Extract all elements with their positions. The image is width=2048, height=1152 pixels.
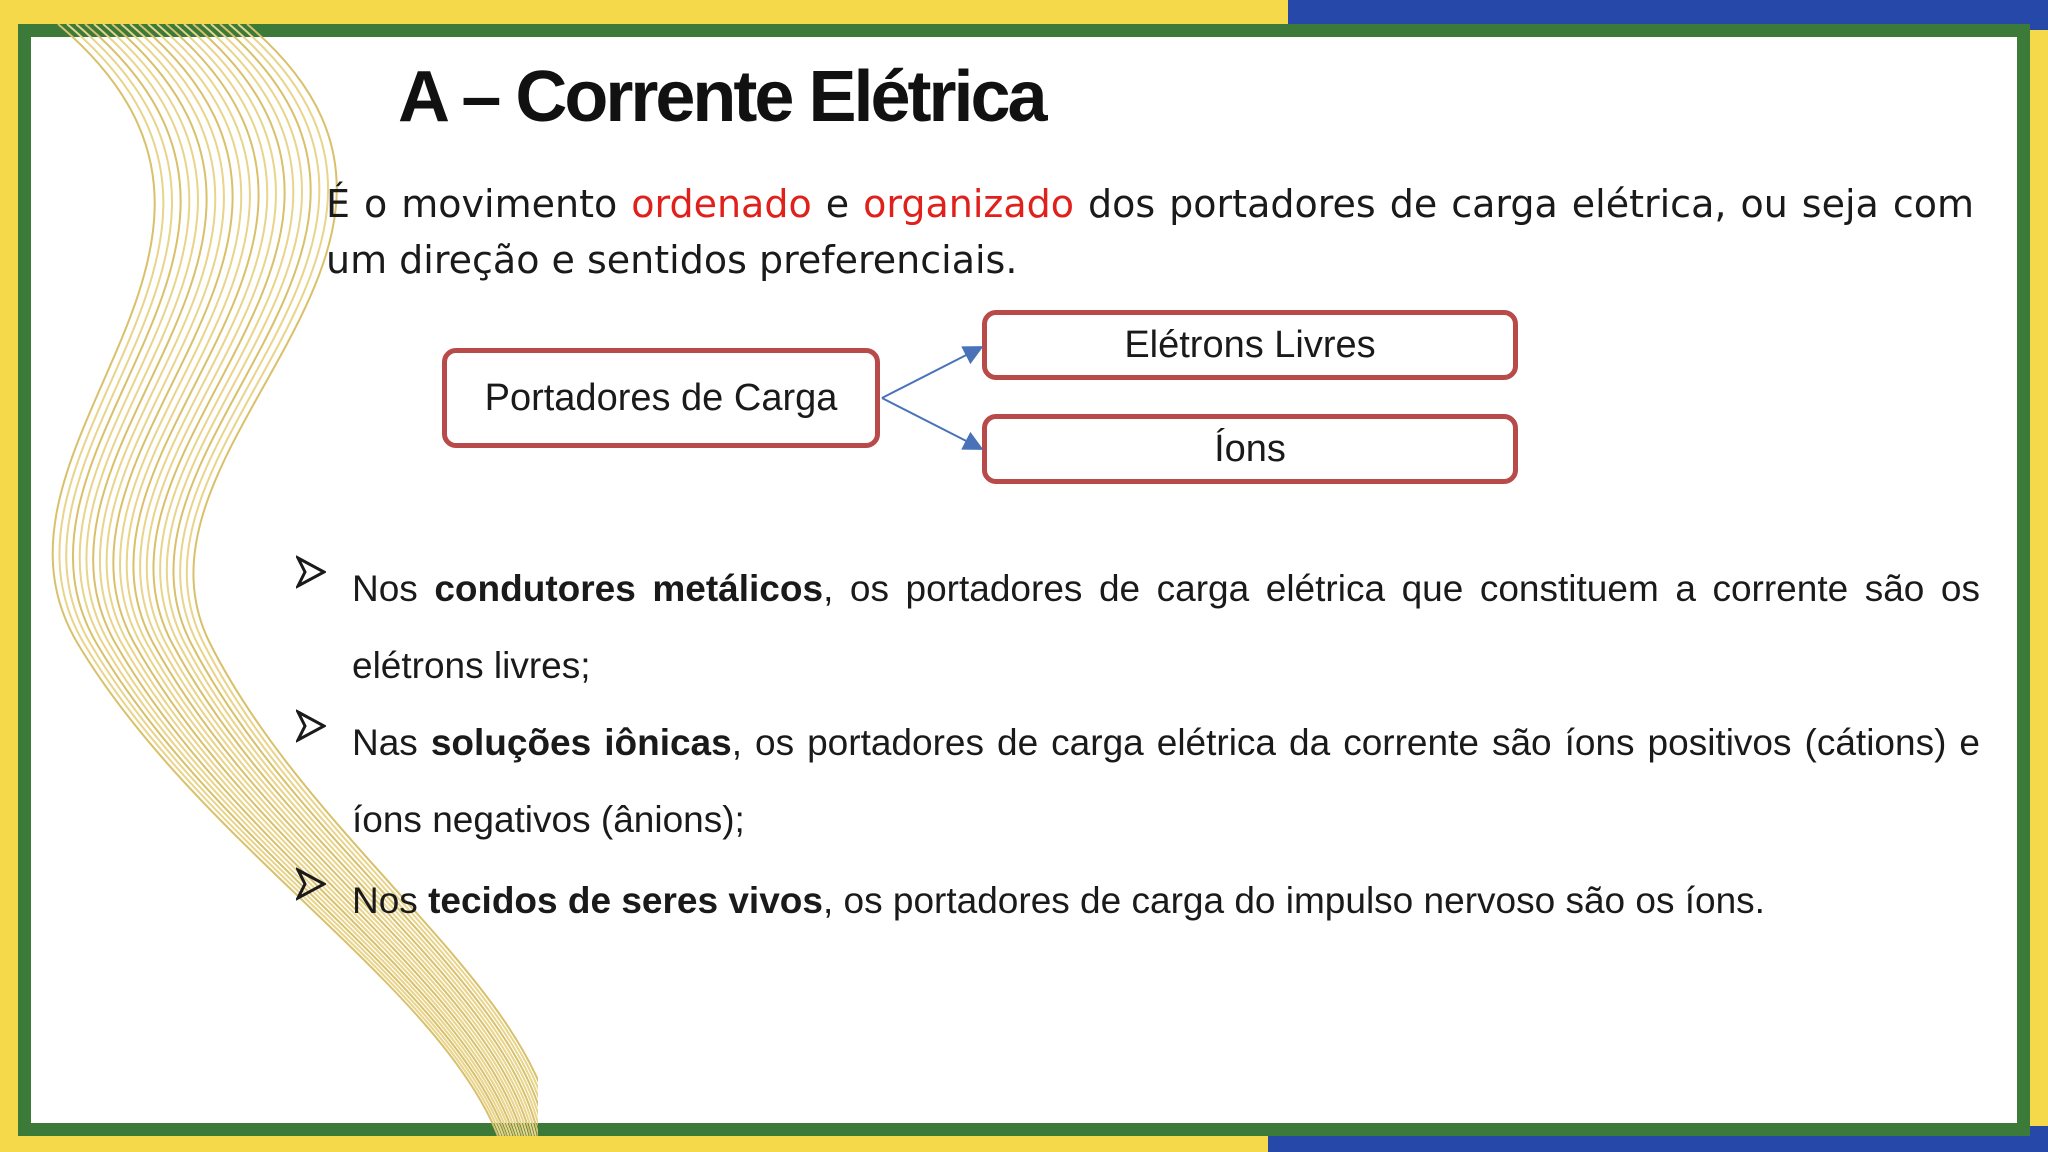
- intro-highlight-organizado: organizado: [863, 182, 1074, 226]
- intro-text-1: É o movimento: [326, 182, 632, 226]
- intro-text-2: e: [811, 182, 864, 226]
- intro-paragraph: [326, 176, 1974, 288]
- bullet-prefix: Nos: [352, 880, 429, 921]
- bullet-rest: , os portadores de carga elétrica da corrente são íons positivos (cátions) e íons negativos (ânions);: [352, 722, 1980, 840]
- bullet-text: [352, 862, 1980, 939]
- bullet-bold: soluções iônicas: [430, 722, 732, 763]
- bullet-bold: condutores metálicos: [434, 568, 824, 609]
- bullet-rest: , os portadores de carga do impulso nervoso são os íons.: [822, 880, 1765, 921]
- arrow-to-ions: [882, 398, 980, 448]
- bullet-item: [296, 550, 1980, 704]
- bullet-item: [296, 704, 1980, 858]
- slide-title: A – Corrente Elétrica: [398, 57, 1045, 137]
- diagram-target-electrons: [982, 310, 1518, 380]
- intro-highlight-ordenado: ordenado: [631, 182, 812, 226]
- bullet-text: [352, 550, 1980, 704]
- bullet-prefix: Nos: [352, 568, 435, 609]
- intro-text-3: dos portadores de carga elétrica, ou seja com um direção e sentidos preferenciais.: [326, 182, 1974, 282]
- diagram-source-box: [442, 348, 880, 448]
- arrow-bullet-icon: [296, 866, 326, 902]
- bullet-bold: tecidos de seres vivos: [428, 880, 823, 921]
- bullet-text: [352, 704, 1980, 858]
- bullet-item: [296, 862, 1980, 939]
- diagram-target-ions: [982, 414, 1518, 484]
- arrow-bullet-icon: [296, 554, 326, 590]
- bullet-prefix: Nas: [352, 722, 431, 763]
- diagram-target-label: Íons: [1214, 427, 1286, 470]
- bullet-rest: , os portadores de carga elétrica que constituem a corrente são os elétrons livres;: [352, 568, 1981, 686]
- arrow-bullet-icon: [296, 708, 326, 744]
- diagram-target-label: Elétrons Livres: [1124, 323, 1376, 366]
- diagram-source-label: Portadores de Carga: [484, 376, 838, 419]
- diagram-arrows: [880, 340, 990, 460]
- arrow-to-electrons: [882, 348, 980, 398]
